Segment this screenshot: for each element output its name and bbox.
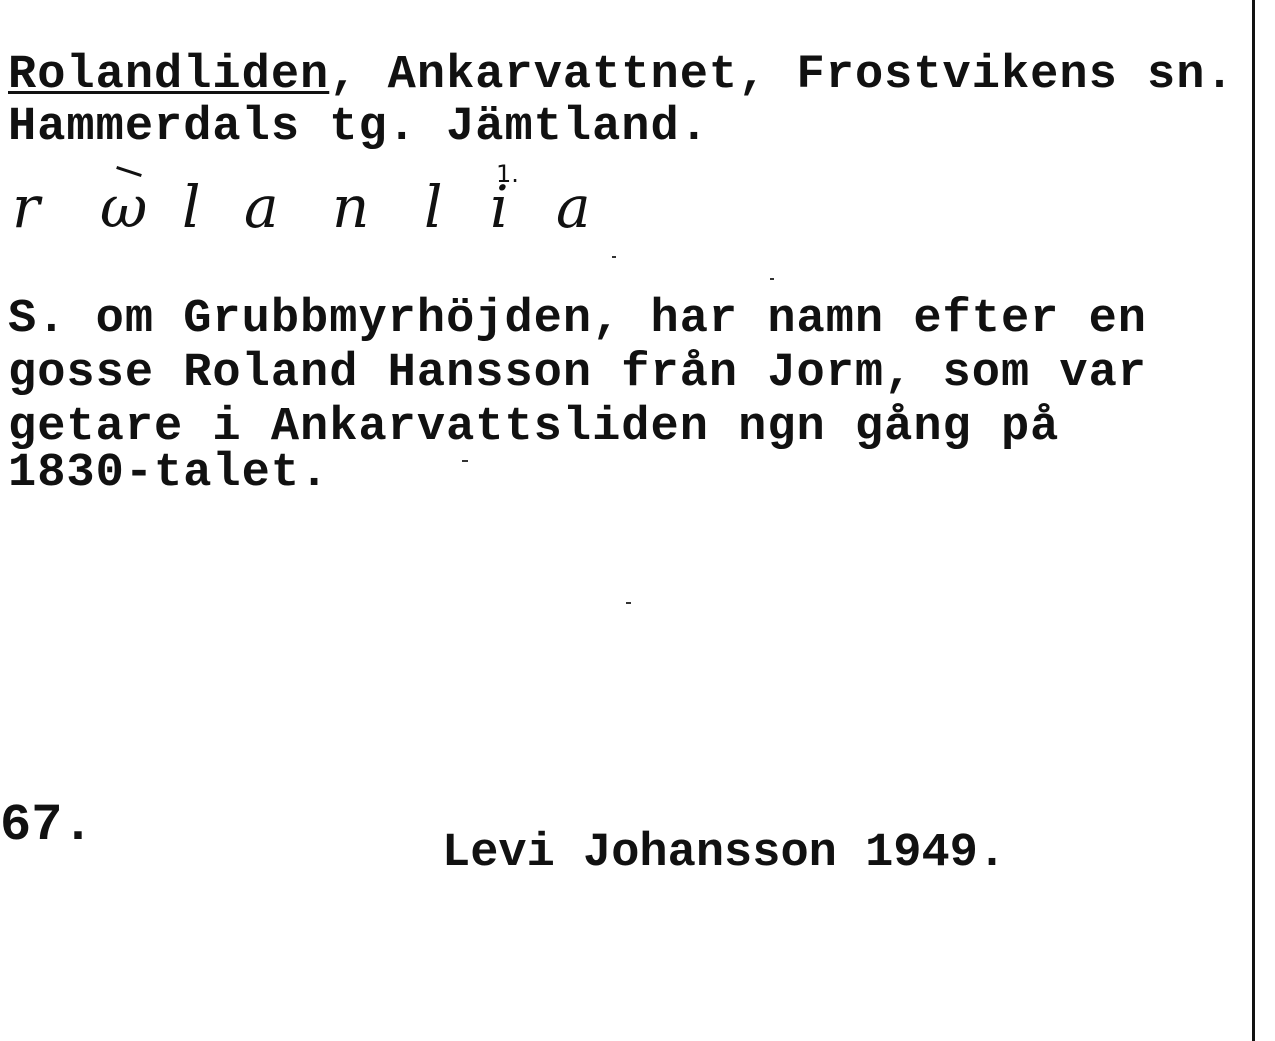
scan-speck: [626, 602, 631, 604]
pronunciation-char: l: [182, 173, 201, 241]
scan-speck: [770, 278, 774, 280]
collector-signature: Levi Johansson 1949.: [442, 827, 1007, 880]
headword: Rolandliden: [8, 49, 330, 102]
pronunciation-char: a: [556, 173, 591, 241]
scan-speck: [462, 460, 468, 462]
scan-speck: [612, 256, 616, 258]
card-number: 67.: [0, 796, 94, 855]
pronunciation-char: l: [424, 173, 443, 241]
heading-location: , Ankarvattnet, Frostvikens sn.: [329, 49, 1235, 102]
stress-number: 1.: [496, 160, 519, 188]
pronunciation-char: ω: [100, 173, 148, 241]
pronunciation-char: n: [332, 173, 370, 241]
pronunciation-char: i: [490, 173, 509, 241]
pronunciation-char: a: [244, 173, 279, 241]
body-line-4: 1830-talet.: [8, 447, 330, 500]
pronunciation-char: r: [12, 173, 40, 241]
card-edge-line: [1252, 0, 1255, 1041]
body-line-2: gosse Roland Hansson från Jorm, som var: [8, 347, 1147, 400]
heading-line-1: [8, 49, 1235, 102]
heading-line-2: Hammerdals tg. Jämtland.: [8, 101, 709, 154]
pronunciation: [8, 160, 628, 250]
body-line-3: getare i Ankarvattsliden ngn gång på: [8, 401, 1060, 454]
body-line-1: S. om Grubbmyrhöjden, har namn efter en: [8, 293, 1147, 346]
